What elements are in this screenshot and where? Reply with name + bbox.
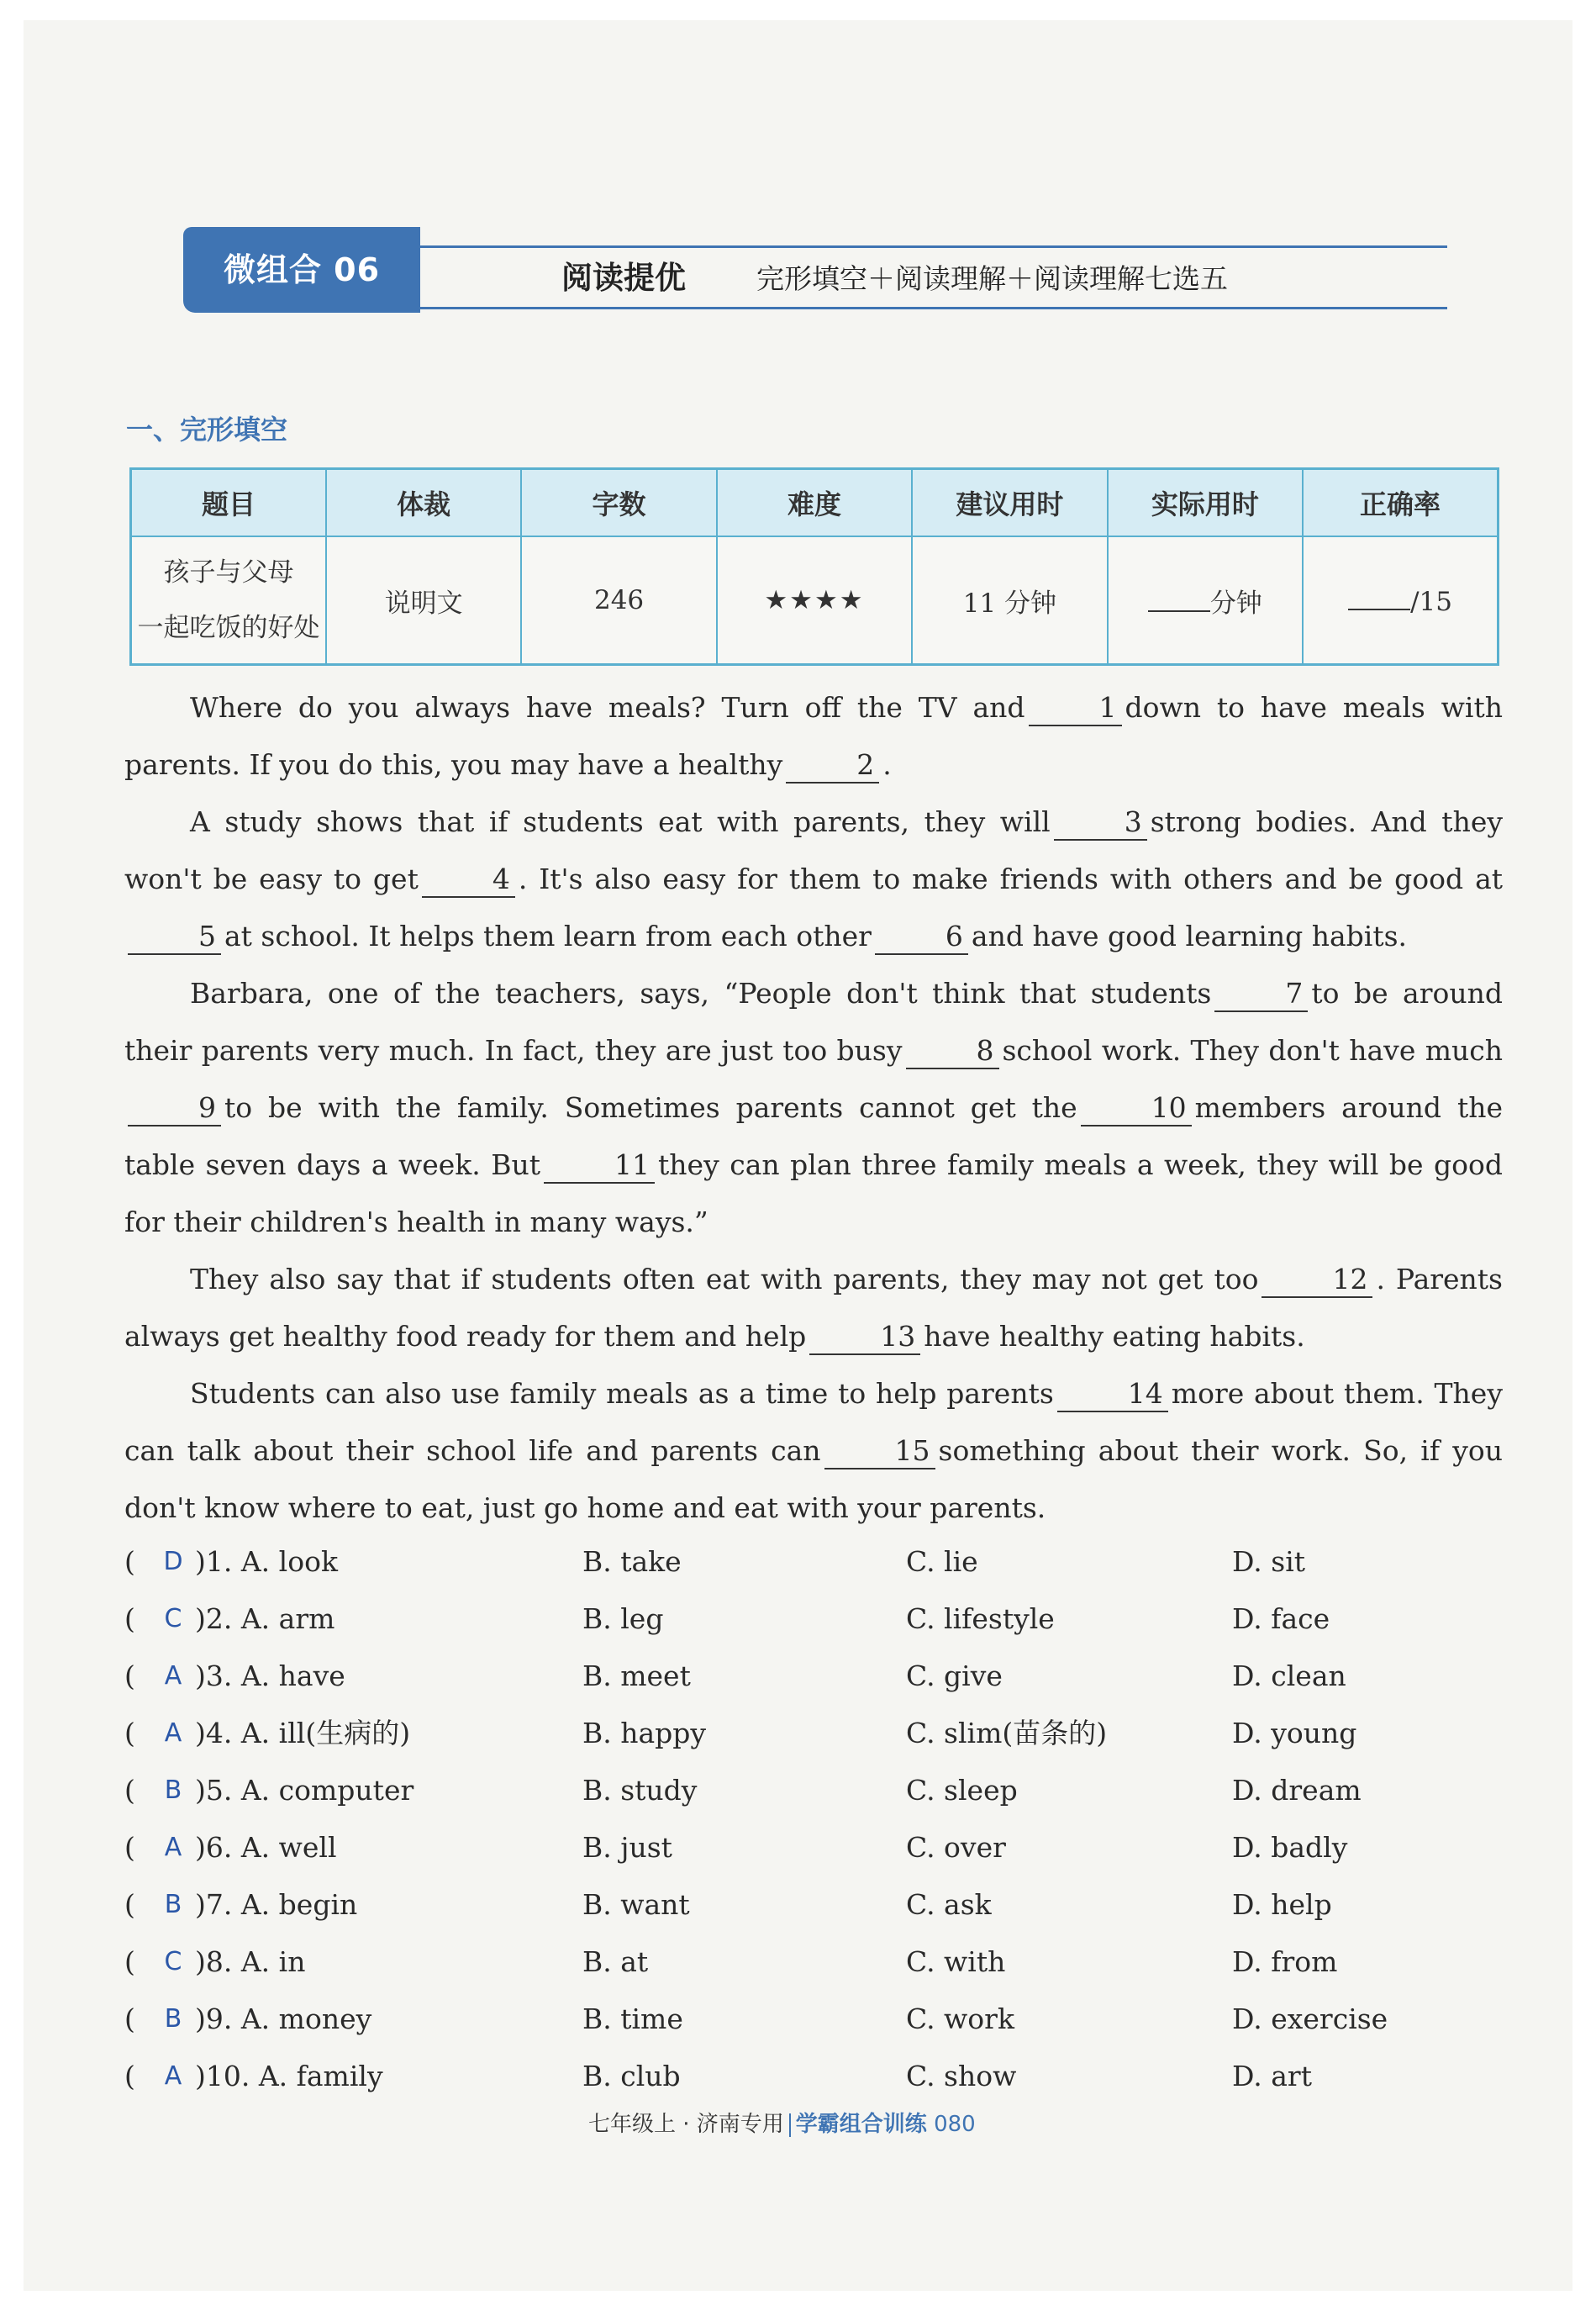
passage-text: . Parents always get healthy food ready for them and help	[124, 1263, 1503, 1353]
option-b[interactable]: B. time	[582, 2002, 683, 2035]
question-row	[124, 1876, 1503, 1934]
open-paren: (	[124, 1659, 135, 1692]
passage-text: members around the table seven days a week. But	[124, 1091, 1503, 1181]
page-footer	[588, 2107, 976, 2138]
option-c[interactable]: C. ask	[906, 1888, 992, 1921]
cloze-blank[interactable]: 14	[1057, 1377, 1168, 1412]
open-paren: (	[124, 2002, 135, 2035]
option-c[interactable]: C. give	[906, 1659, 1003, 1692]
answer-mark[interactable]: D	[163, 1547, 183, 1576]
passage-text: strong bodies. And they won't be easy to get	[124, 805, 1503, 895]
answer-mark[interactable]: A	[164, 1833, 182, 1862]
answer-mark[interactable]: B	[164, 2004, 182, 2034]
cloze-blank[interactable]: 11	[544, 1148, 655, 1184]
topic-line-2: 一起吃饭的好处	[137, 613, 320, 643]
option-a[interactable]: )10. A. family	[195, 2060, 383, 2092]
cloze-blank[interactable]: 9	[128, 1091, 221, 1126]
header-banner	[183, 227, 1447, 314]
question-row	[124, 1934, 1503, 1991]
cloze-blank[interactable]: 15	[824, 1434, 935, 1469]
actual-time-cell[interactable]	[1108, 536, 1303, 665]
option-b[interactable]: B. take	[582, 1545, 682, 1578]
header-cell: 字数	[521, 469, 716, 537]
info-table	[129, 467, 1499, 666]
topic-cell	[131, 536, 326, 665]
paragraph	[124, 794, 1503, 965]
cloze-blank[interactable]: 12	[1262, 1263, 1372, 1298]
open-paren: (	[124, 2060, 135, 2092]
option-b[interactable]: B. want	[582, 1888, 690, 1921]
option-c[interactable]: C. show	[906, 2060, 1017, 2092]
difficulty-stars: ★★★★	[717, 536, 912, 665]
cloze-blank[interactable]: 5	[128, 920, 221, 955]
section-title: 一、完形填空	[126, 414, 288, 446]
option-d[interactable]: D. help	[1232, 1888, 1332, 1921]
option-d[interactable]: D. dream	[1232, 1774, 1362, 1807]
option-b[interactable]: B. at	[582, 1945, 649, 1978]
paragraph	[124, 679, 1503, 794]
option-b[interactable]: B. study	[582, 1774, 698, 1807]
passage-text: A study shows that if students eat with parents, they will	[190, 805, 1051, 838]
open-paren: (	[124, 1717, 135, 1749]
cloze-blank[interactable]: 1	[1029, 691, 1122, 726]
option-c[interactable]: C. sleep	[906, 1774, 1018, 1807]
suggested-time-cell: 11 分钟	[912, 536, 1107, 665]
answer-mark[interactable]: B	[164, 1775, 182, 1805]
footer-grade: 七年级上 · 济南专用	[588, 2112, 784, 2137]
answer-mark[interactable]: B	[164, 1890, 182, 1919]
question-row	[124, 1533, 1503, 1591]
info-table-row	[131, 536, 1499, 665]
paragraph	[124, 1251, 1503, 1365]
open-paren: (	[124, 1774, 135, 1807]
option-d[interactable]: D. sit	[1232, 1545, 1306, 1578]
option-d[interactable]: D. art	[1232, 2060, 1312, 2092]
banner-rule-top	[420, 245, 1447, 248]
question-row	[124, 1705, 1503, 1762]
banner-rule-bottom	[420, 307, 1447, 309]
passage-text: Students can also use family meals as a time to help parents	[190, 1377, 1054, 1410]
passage-text: at school. It helps them learn from each other	[224, 920, 872, 952]
passage-text: to be with the family. Sometimes parents cannot get the	[224, 1091, 1077, 1124]
passage-text: Where do you always have meals? Turn off the TV and	[190, 691, 1025, 724]
cloze-blank[interactable]: 6	[875, 920, 968, 955]
option-a[interactable]: )1. A. look	[195, 1545, 338, 1578]
option-c[interactable]: C. slim(苗条的)	[906, 1717, 1108, 1749]
passage-text: to be around their parents very much. In fact, they are just too busy	[124, 977, 1503, 1067]
option-a[interactable]: )6. A. well	[195, 1831, 337, 1864]
passage-text: Barbara, one of the teachers, says, “People don't think that students	[190, 977, 1212, 1010]
topic-line-1: 孩子与父母	[163, 557, 294, 588]
option-d[interactable]: D. from	[1232, 1945, 1338, 1978]
header-cell: 建议用时	[912, 469, 1107, 537]
open-paren: (	[124, 1602, 135, 1635]
open-paren: (	[124, 1545, 135, 1578]
cloze-blank[interactable]: 10	[1081, 1091, 1192, 1126]
option-a[interactable]: )5. A. computer	[195, 1774, 414, 1807]
passage-text: down to have meals with parents. If you do this, you may have a healthy	[124, 691, 1503, 781]
passage-text: They also say that if students often eat with parents, they may not get too	[190, 1263, 1259, 1295]
open-paren: (	[124, 1888, 135, 1921]
option-d[interactable]: D. young	[1232, 1717, 1357, 1749]
option-a[interactable]: )2. A. arm	[195, 1602, 335, 1635]
answer-mark[interactable]: A	[164, 2061, 182, 2091]
question-row	[124, 2048, 1503, 2105]
cloze-blank[interactable]: 4	[422, 863, 515, 898]
option-c[interactable]: C. work	[906, 2002, 1014, 2035]
answer-mark[interactable]: A	[164, 1718, 182, 1748]
passage-text: something about their work. So, if you don't know where to eat, just go home and eat with your parents.	[124, 1434, 1503, 1524]
option-c[interactable]: C. over	[906, 1831, 1006, 1864]
answer-mark[interactable]: C	[164, 1947, 182, 1976]
cloze-blank[interactable]: 13	[809, 1320, 920, 1355]
option-c[interactable]: C. lie	[906, 1545, 978, 1578]
cloze-blank[interactable]: 3	[1054, 805, 1147, 841]
word-count-cell: 246	[521, 536, 716, 665]
passage-text: more about them. They can talk about their school life and parents can	[124, 1377, 1503, 1467]
unit-tag: 微组合 06	[183, 227, 420, 313]
open-paren: (	[124, 1945, 135, 1978]
question-row	[124, 1648, 1503, 1705]
option-d[interactable]: D. badly	[1232, 1831, 1348, 1864]
accuracy-blank[interactable]	[1348, 583, 1410, 610]
passage-text: school work. They don't have much	[1002, 1034, 1503, 1067]
header-cell: 难度	[717, 469, 912, 537]
passage-text: have healthy eating habits.	[924, 1320, 1305, 1353]
footer-divider	[789, 2113, 791, 2137]
cloze-passage	[124, 679, 1503, 1537]
passage-text: . It's also easy for them to make friends with others and be good at	[518, 863, 1503, 895]
cloze-blank[interactable]: 7	[1214, 977, 1308, 1012]
option-b[interactable]: B. just	[582, 1831, 672, 1864]
page-number: 080	[934, 2112, 976, 2137]
question-row	[124, 1819, 1503, 1876]
option-d[interactable]: D. clean	[1232, 1659, 1346, 1692]
actual-time-unit: 分钟	[1209, 588, 1262, 619]
passage-text: and have good learning habits.	[971, 920, 1408, 952]
passage-text: they can plan three family meals a week, they will be good for their children's health in many ways.”	[124, 1148, 1503, 1238]
answer-mark[interactable]: A	[164, 1661, 182, 1691]
option-b[interactable]: B. leg	[582, 1602, 664, 1635]
footer-brand: 学霸组合训练	[795, 2112, 927, 2137]
accuracy-cell[interactable]	[1303, 536, 1498, 665]
option-a[interactable]: )9. A. money	[195, 2002, 372, 2035]
option-d[interactable]: D. face	[1232, 1602, 1330, 1635]
cloze-blank[interactable]: 2	[786, 748, 879, 784]
paragraph	[124, 1365, 1503, 1537]
option-b[interactable]: B. happy	[582, 1717, 707, 1749]
banner-title: 阅读提优	[561, 260, 686, 296]
option-a[interactable]: )8. A. in	[195, 1945, 306, 1978]
header-cell: 题目	[131, 469, 326, 537]
actual-time-blank[interactable]	[1148, 585, 1210, 612]
passage-text: .	[882, 748, 892, 781]
info-table-header-row	[131, 469, 1499, 537]
question-row	[124, 1762, 1503, 1819]
accuracy-total: /15	[1410, 587, 1452, 617]
answer-mark[interactable]: C	[164, 1604, 182, 1633]
genre-cell: 说明文	[326, 536, 521, 665]
header-cell: 体裁	[326, 469, 521, 537]
option-a[interactable]: )3. A. have	[195, 1659, 345, 1692]
question-row	[124, 1591, 1503, 1648]
option-c[interactable]: C. with	[906, 1945, 1006, 1978]
open-paren: (	[124, 1831, 135, 1864]
banner-subtitle: 完形填空＋阅读理解＋阅读理解七选五	[756, 262, 1228, 295]
cloze-blank[interactable]: 8	[906, 1034, 999, 1069]
question-row	[124, 1991, 1503, 2048]
option-b[interactable]: B. club	[582, 2060, 681, 2092]
option-c[interactable]: C. lifestyle	[906, 1602, 1055, 1635]
option-d[interactable]: D. exercise	[1232, 2002, 1388, 2035]
header-cell: 正确率	[1303, 469, 1498, 537]
option-a[interactable]: )4. A. ill(生病的)	[195, 1717, 411, 1749]
header-cell: 实际用时	[1108, 469, 1303, 537]
paragraph	[124, 965, 1503, 1251]
option-b[interactable]: B. meet	[582, 1659, 691, 1692]
option-a[interactable]: )7. A. begin	[195, 1888, 358, 1921]
options-list	[124, 1533, 1503, 2105]
